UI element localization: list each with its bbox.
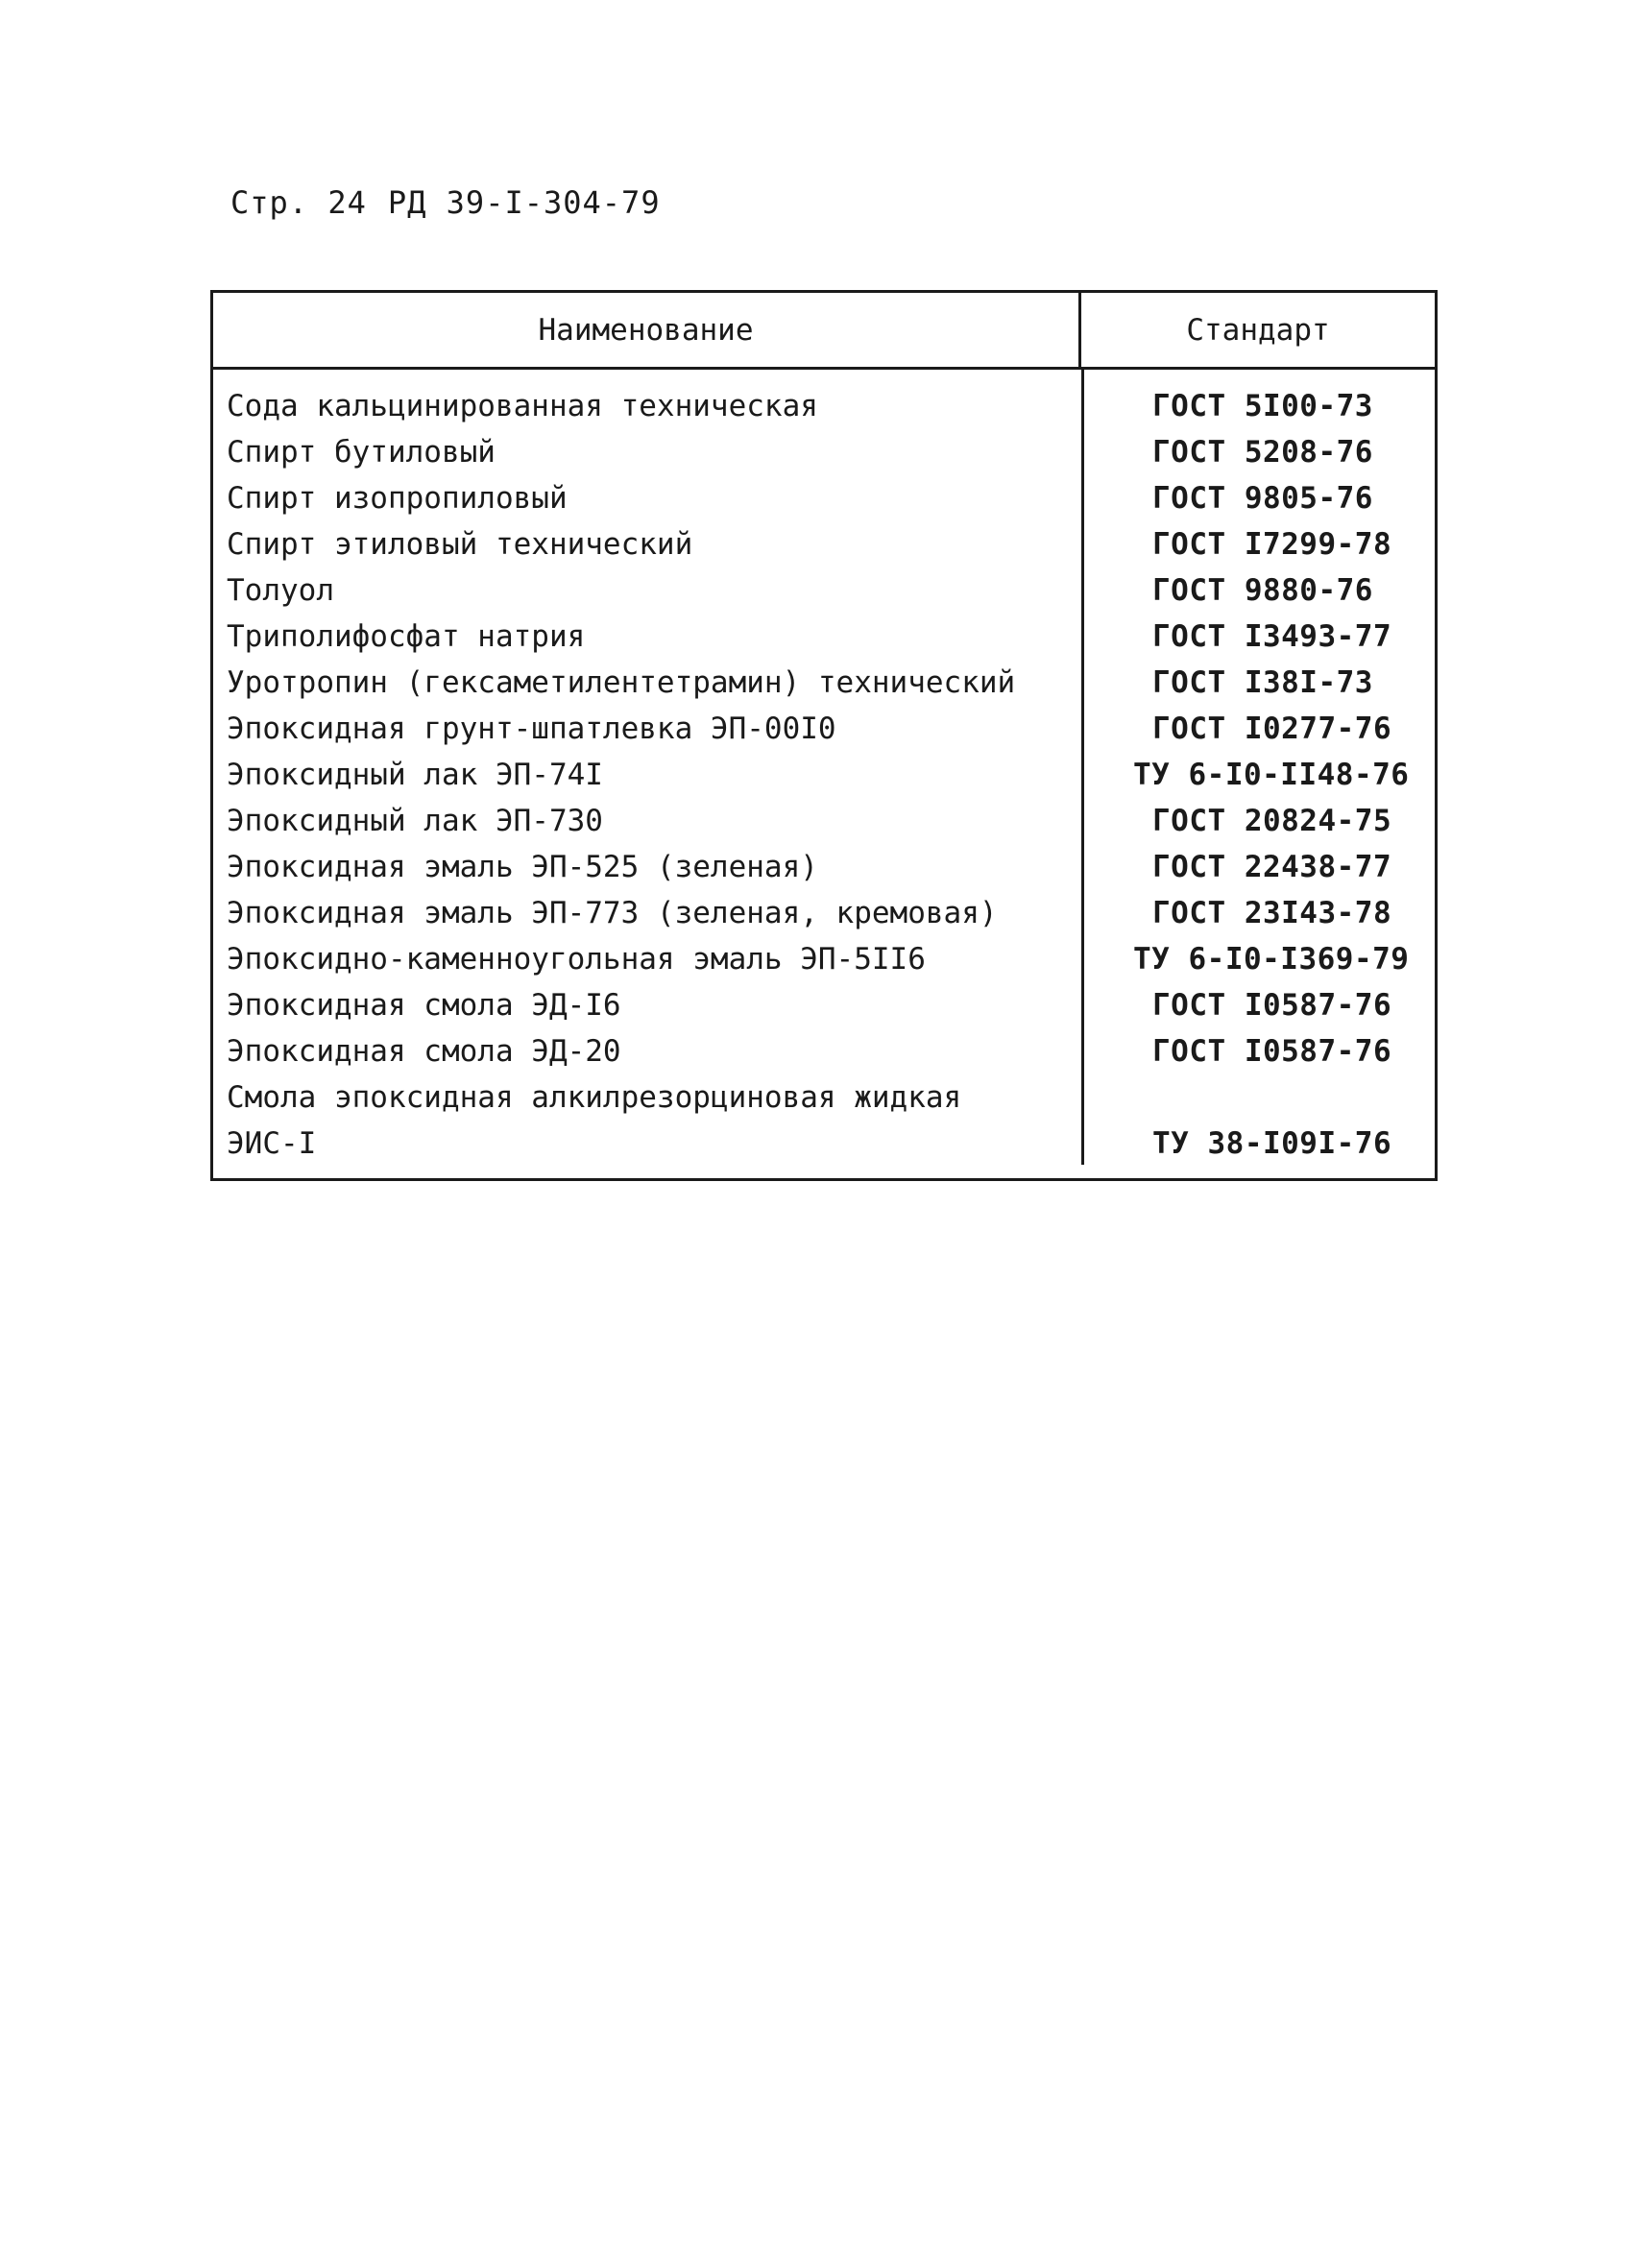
row-standard: ГОСТ I38I-73 (1152, 665, 1373, 700)
table-row (213, 890, 1435, 936)
table-row (213, 706, 1435, 752)
row-standard: ГОСТ I0587-76 (1152, 1034, 1392, 1069)
row-name: Сода кальцинированная техническая (227, 389, 818, 423)
row-standard: ГОСТ I3493-77 (1152, 619, 1392, 654)
row-name: Эпоксидная эмаль ЭП-773 (зеленая, кремовая) (227, 896, 998, 930)
page-label: Стр. 24 (230, 184, 367, 221)
row-name: Спирт бутиловый (227, 435, 496, 470)
row-name: Эпоксидно-каменноугольная эмаль ЭП-5II6 (227, 942, 926, 977)
row-standard: ГОСТ 9880-76 (1152, 573, 1373, 608)
row-name: Смола эпоксидная алкилрезорциновая жидкая (227, 1080, 962, 1115)
table-row (213, 567, 1435, 614)
table-row (213, 521, 1435, 567)
row-standard: ГОСТ 22438-77 (1152, 850, 1392, 884)
row-name: Спирт этиловый технический (227, 527, 693, 562)
row-name: Эпоксидный лак ЭП-74I (227, 758, 603, 792)
row-standard: ГОСТ 5I00-73 (1152, 389, 1373, 423)
table-row (213, 752, 1435, 798)
row-standard: ГОСТ I0277-76 (1152, 712, 1392, 746)
table-row (213, 936, 1435, 982)
row-name: Триполифосфат натрия (227, 619, 586, 654)
row-name: Толуол (227, 573, 334, 608)
table-body (213, 370, 1435, 1165)
table-row (213, 383, 1435, 429)
row-name: Уротропин (гексаметилентетрамин) технический (227, 665, 1016, 700)
page-header (230, 184, 682, 221)
table-row (213, 1028, 1435, 1074)
row-name: Эпоксидная смола ЭД-I6 (227, 988, 621, 1023)
row-name: Эпоксидная смола ЭД-20 (227, 1034, 621, 1069)
table-row (213, 844, 1435, 890)
row-standard: ГОСТ I7299-78 (1152, 527, 1392, 562)
column-header-standard: Стандарт (1186, 312, 1330, 348)
row-standard: ГОСТ 5208-76 (1152, 435, 1373, 470)
row-standard: ТУ 38-I09I-76 (1152, 1126, 1392, 1161)
row-standard: ТУ 6-I0-I369-79 (1133, 942, 1410, 977)
standards-table (210, 290, 1438, 1181)
table-row (213, 1121, 1435, 1167)
column-header-name: Наименование (213, 293, 1081, 367)
row-standard: ГОСТ 20824-75 (1152, 804, 1392, 838)
table-header-row (213, 293, 1435, 370)
row-standard: ГОСТ 9805-76 (1152, 481, 1373, 516)
row-name: Эпоксидный лак ЭП-730 (227, 804, 603, 838)
table-row (213, 982, 1435, 1028)
table-row (213, 1074, 1435, 1121)
row-name: Эпоксидная эмаль ЭП-525 (зеленая) (227, 850, 818, 884)
row-standard: ГОСТ 23I43-78 (1152, 896, 1392, 930)
table-row (213, 429, 1435, 475)
row-name: ЭИС-I (227, 1126, 317, 1161)
row-standard: ТУ 6-I0-II48-76 (1133, 758, 1410, 792)
column-divider (1081, 370, 1084, 1165)
doc-code: РД 39-I-304-79 (387, 184, 661, 221)
table-row (213, 660, 1435, 706)
table-row (213, 798, 1435, 844)
table-row (213, 614, 1435, 660)
table-row (213, 475, 1435, 521)
row-name: Спирт изопропиловый (227, 481, 568, 516)
row-standard: ГОСТ I0587-76 (1152, 988, 1392, 1023)
row-name: Эпоксидная грунт-шпатлевка ЭП-00I0 (227, 712, 836, 746)
